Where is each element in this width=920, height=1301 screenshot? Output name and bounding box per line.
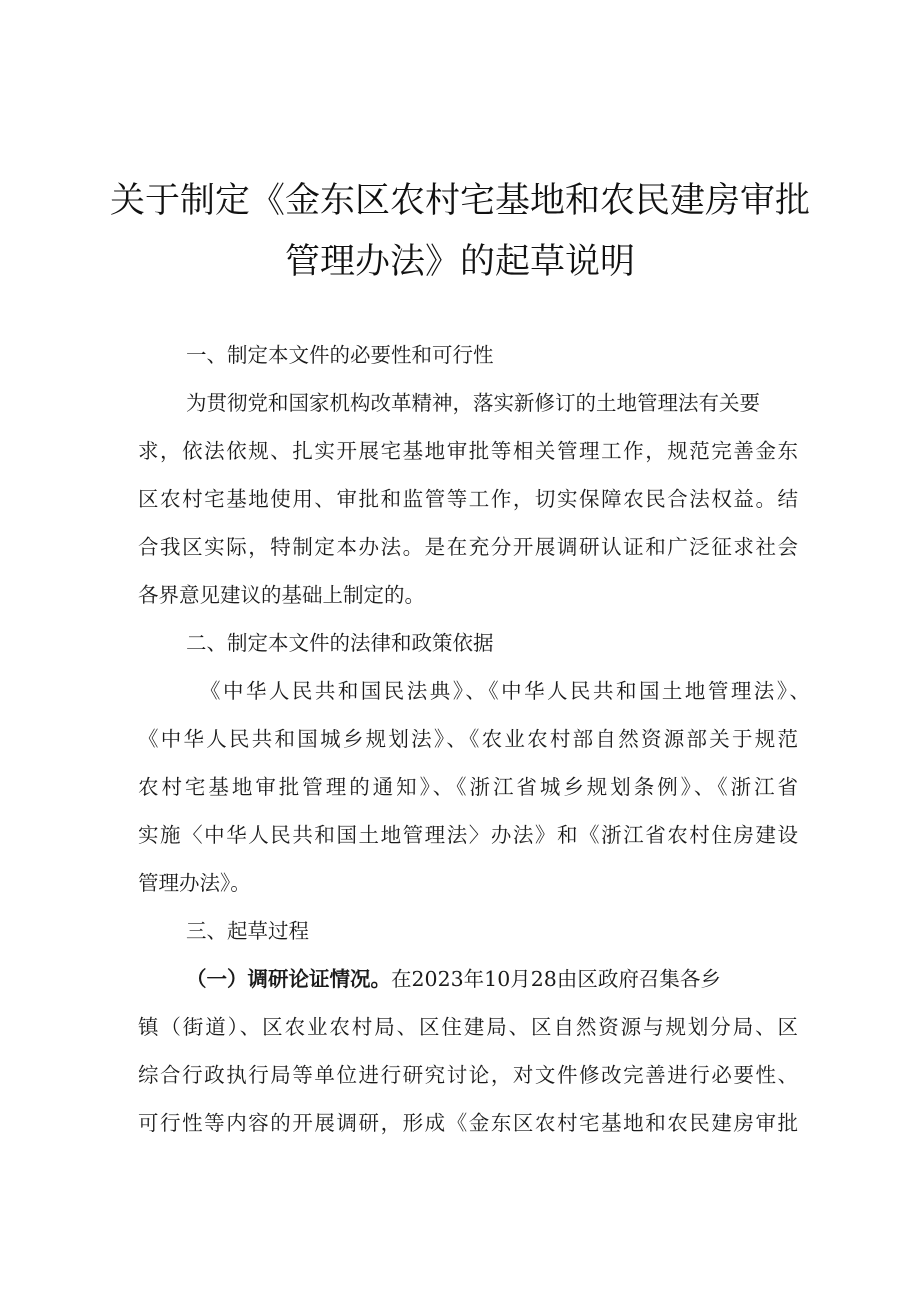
section-1-paragraph-line: 求，依法依规、扎实开展宅基地审批等相关管理工作，规范完善金东 xyxy=(138,439,798,463)
section-2-paragraph-line: 实施〈中华人民共和国土地管理法〉办法》和《浙江省农村住房建设 xyxy=(138,823,798,847)
section-3-paragraph-line: 综合行政执行局等单位进行研究讨论，对文件修改完善进行必要性、 xyxy=(138,1063,798,1087)
document-title-line-1: 关于制定《金东区农村宅基地和农民建房审批 xyxy=(109,181,810,221)
section-2-paragraph-line: 《中华人民共和国城乡规划法》、《农业农村部自然资源部关于规范 xyxy=(138,727,798,751)
section-1-paragraph-line: 为贯彻党和国家机构改革精神，落实新修订的土地管理法有关要 xyxy=(186,391,760,415)
section-2-paragraph-line: 管理办法》。 xyxy=(138,871,251,895)
section-1-paragraph-line: 区农村宅基地使用、审批和监管等工作，切实保障农民合法权益。结 xyxy=(138,487,798,511)
section-2-paragraph-line: 农村宅基地审批管理的通知》、《浙江省城乡规划条例》、《浙江省 xyxy=(138,775,798,799)
section-3-paragraph-line: 可行性等内容的开展调研，形成《金东区农村宅基地和农民建房审批 xyxy=(138,1111,798,1135)
section-2-paragraph-line: 《中华人民共和国民法典》、《中华人民共和国土地管理法》、 xyxy=(200,679,810,703)
section-2-heading: 二、制定本文件的法律和政策依据 xyxy=(186,631,494,655)
document-title-line-2: 管理办法》的起草说明 xyxy=(284,242,635,282)
section-3-paragraph-line-1 xyxy=(186,964,798,994)
section-3-paragraph-line: 镇（街道）、区农业农村局、区住建局、区自然资源与规划分局、区 xyxy=(138,1015,798,1039)
section-3-heading: 三、起草过程 xyxy=(186,919,309,943)
subsection-1-label: （一）调研论证情况。 xyxy=(186,967,391,991)
section-1-paragraph-line: 各界意见建议的基础上制定的。 xyxy=(138,583,425,607)
section-1-paragraph-line: 合我区实际，特制定本办法。是在充分开展调研认证和广泛征求社会 xyxy=(138,535,798,559)
subsection-1-text: 在2023年10月28由区政府召集各乡 xyxy=(391,967,721,991)
section-1-heading: 一、制定本文件的必要性和可行性 xyxy=(186,343,494,367)
